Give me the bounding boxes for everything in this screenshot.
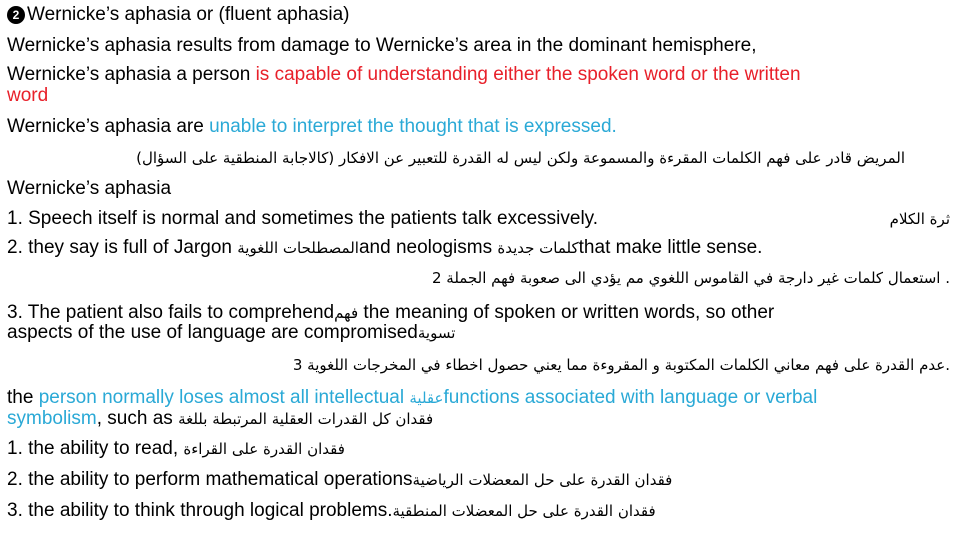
item-3-part3: aspects of the use of language are compromised [7, 322, 418, 343]
item-2 [7, 237, 950, 259]
item-4-highlight-1: person normally loses almost all intellectual [38, 387, 410, 408]
line-unable-prefix: Wernicke’s aphasia are [7, 116, 210, 137]
line-unable [7, 116, 950, 138]
line-capable-highlight: is capable of understanding either the spoken word or the written [255, 64, 801, 85]
heading-title: Wernicke’s aphasia or (fluent aphasia) [27, 4, 350, 25]
arabic-translation-3: .عدم القدرة على فهم معاني الكلمات المكتوبة و المقروءة مما يعني حصول اخطاء في المخرجات اللغوية 3 [292, 356, 950, 374]
item-3-part1: 3. The patient also fails to comprehend [7, 302, 335, 323]
item-4-arabic-loss: فقدان كل القدرات العقلية المرتبطة بللغة [178, 410, 434, 428]
item-1 [7, 208, 950, 230]
ability-3 [7, 500, 950, 522]
item-4-highlight-3: symbolism [7, 408, 97, 429]
item-3-part2: the meaning of spoken or written words, so other [358, 302, 775, 323]
heading-line [7, 4, 950, 26]
ability-1-arabic: فقدان القدرة على القراءة [183, 440, 345, 458]
item-1-arabic: ثرة الكلام [889, 210, 950, 228]
line-results: Wernicke’s aphasia results from damage to Wernicke’s area in the dominant hemisphere, [7, 35, 757, 56]
line-unable-highlight: unable to interpret the thought that is expressed. [209, 116, 617, 137]
item-3-arabic-comprehend: فهم [334, 304, 359, 322]
ability-2-arabic: فقدان القدرة على حل المعضلات الرياضية [412, 471, 673, 489]
item-3-arabic-compromised: تسوية [417, 324, 456, 342]
item-2-arabic-neologisms: كلمات جديدة [497, 239, 579, 257]
item-4-arabic-intellectual: عقلية [409, 389, 444, 407]
item-3-continuation [7, 322, 950, 344]
item-2-part2: and neologisms [358, 237, 498, 258]
item-4-highlight-2: functions associated with language or verbal [443, 387, 818, 408]
item-4-suffix: , such as [96, 408, 179, 429]
arabic-translation-2: . استعمال كلمات غير دارجة في القاموس اللغوي مم يؤدي الى صعوبة فهم الجملة 2 [431, 269, 950, 287]
section-title: Wernicke’s aphasia [7, 178, 172, 199]
item-4-prefix: the [7, 387, 39, 408]
line-capable [7, 64, 950, 86]
ability-3-arabic: فقدان القدرة على حل المعضلات المنطقية [392, 502, 656, 520]
line-capable-word: word [7, 85, 49, 106]
line-capable-prefix: Wernicke’s aphasia a person [7, 64, 256, 85]
ability-2 [7, 469, 950, 491]
number-badge-icon: 2 [7, 6, 25, 24]
item-3 [7, 302, 950, 324]
item-2-arabic-jargon: المصطلحات اللغوية [237, 239, 359, 257]
item-4 [7, 387, 950, 409]
item-2-part3: that make little sense. [578, 237, 763, 258]
item-1-text: 1. Speech itself is normal and sometimes the patients talk excessively. [7, 208, 599, 229]
ability-3-text: 3. the ability to think through logical problems. [7, 500, 393, 521]
line-capable-continuation [7, 85, 950, 107]
item-2-part1: 2. they say is full of Jargon [7, 237, 238, 258]
ability-1 [7, 438, 950, 460]
arabic-translation-1: المريض قادر على فهم الكلمات المقرءة والمسموعة ولكن ليس له القدرة للتعبير عن الافكار (كالاجابة المنطقية على السؤال) [136, 149, 905, 167]
ability-1-text: 1. the ability to read, [7, 438, 184, 459]
item-4-continuation [7, 408, 950, 430]
ability-2-text: 2. the ability to perform mathematical operations [7, 469, 413, 490]
